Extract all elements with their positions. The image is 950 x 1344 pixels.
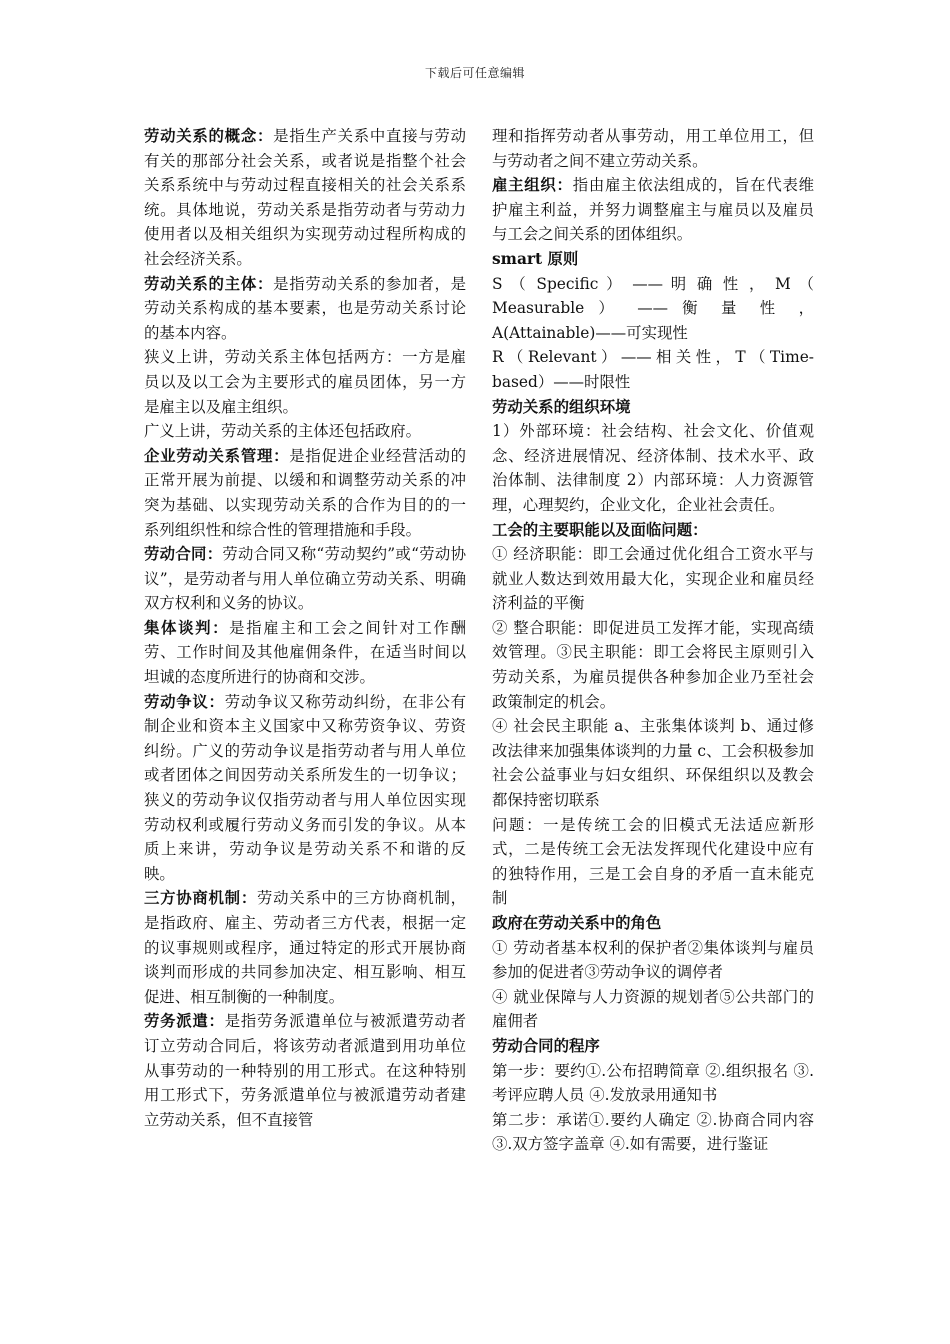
paragraph-text: 劳动关系中的三方协商机制，是指政府、雇主、劳动者三方代表，根据一定的议事规则或程序，通过特定的形式开展协商谈判而形成的共同参加决定、相互影响、相互促进、相互制衡的一种制度。 (144, 889, 466, 1006)
term-label: 雇主组织： (492, 176, 573, 195)
paragraph-text: 理和指挥劳动者从事劳动，用工单位用工，但与劳动者之间不建立劳动关系。 (492, 127, 814, 170)
paragraph-labor-dispatch (144, 1009, 466, 1132)
paragraph-economic-function: ① 经济职能：即工会通过优化组合工资水平与就业人数达到效用最大化，实现企业和雇员经济利益的平衡 (492, 545, 814, 613)
term-label: 劳动合同： (144, 545, 223, 564)
paragraph-text: 指由雇主依法组成的，旨在代表维护雇主利益，并努力调整雇主与雇员以及雇员与工会之间关系的团体组织。 (492, 176, 814, 244)
term-label: 劳动争议： (144, 692, 225, 711)
paragraph-text: 劳动争议又称劳动纠纷，在非公有制企业和资本主义国家中又称劳资争议、劳资纠纷。广义的劳动争议是指劳动者与用人单位或者团体之间因劳动关系所发生的一切争议；狭义的劳动争议仅指劳动者与用人单位因实现劳动权利或履行劳动义务而引发的争议。从本质上来讲，劳动争议是劳动关系不和谐的反映。 (144, 692, 466, 883)
right-column (492, 124, 814, 1157)
paragraph-dispatch-continued (492, 124, 814, 173)
paragraph-text: 是指生产关系中直接与劳动有关的那部分社会关系，或者说是指整个社会关系系统中与劳动过程直接相关的社会关系系统。具体地说，劳动关系是指劳动者与劳动力使用者以及相关组织为实现劳动过程所构成的社会经济关系。 (144, 127, 466, 268)
left-column (144, 124, 466, 1132)
paragraph-smart-s-m-a: S （ Specific ） —— 明 确 性 ， M （ Measurable ） —— 衡 量 性 ， A(Attainable)——可实现性 (492, 274, 814, 342)
heading-government-role: 政府在劳动关系中的角色 (492, 914, 662, 932)
paragraph-social-democratic-function: ④ 社会民主职能 a、主张集体谈判 b、通过修改法律来加强集体谈判的力量 c、工会积极参加社会公益事业与妇女组织、环保组织以及教会都保持密切联系 (492, 717, 814, 810)
paragraph-smart-r-t: R（Relevant）——相关性，T（Time-based）——时限性 (492, 348, 814, 391)
heading-union-functions: 工会的主要职能以及面临问题： (492, 520, 708, 539)
paragraph-enterprise-management (144, 444, 466, 542)
paragraph-text: 是指雇主和工会之间针对工作酬劳、工作时间及其他雇佣条件，在适当时间以坦诚的态度所进行的协商和交涉。 (144, 618, 466, 687)
term-label: 劳动关系的主体： (144, 274, 274, 293)
paragraph-narrow-sense (144, 345, 466, 419)
page-header: 下载后可任意编辑 (424, 66, 525, 80)
term-label: 劳务派遣： (144, 1012, 225, 1031)
paragraph-labor-contract (144, 542, 466, 616)
paragraph-environment: 1）外部环境：社会结构、社会文化、价值观念、经济进展情况、经济体制、技术水平、政治体制、法律制度 2）内部环境：人力资源管理，心理契约，企业文化，企业社会责任。 (492, 422, 814, 514)
heading-contract-procedure: 劳动合同的程序 (492, 1036, 600, 1055)
paragraph-tripartite-mechanism (144, 886, 466, 1009)
paragraph-text: 劳动合同又称“劳动契约”或“劳动协议”，是劳动者与用人单位确立劳动关系、明确双方权利和义务的协议。 (144, 545, 466, 613)
paragraph-broad-sense (144, 419, 466, 444)
paragraph-employer-organization (492, 173, 814, 247)
heading-smart-principle: smart 原则 (492, 249, 579, 268)
paragraph-government-role-2: ④ 就业保障与人力资源的规划者⑤公共部门的雇佣者 (492, 987, 814, 1031)
term-label: 劳动关系的概念： (144, 127, 274, 145)
paragraph-labor-relations-subject (144, 272, 466, 346)
term-label: 三方协商机制： (144, 889, 257, 908)
heading-organizational-environment: 劳动关系的组织环境 (492, 397, 631, 416)
paragraph-union-problems: 问题：一是传统工会的旧模式无法适应新形式，二是传统工会无法发挥现代化建设中应有的独特作用，三是工会自身的矛盾一直未能克制 (492, 815, 814, 908)
paragraph-text: 是指劳务派遣单位与被派遣劳动者订立劳动合同后，将该劳动者派遣到用功单位从事劳动的一种特别的用工形式。在这种特别用工形式下，劳务派遣单位与被派遣劳动者建立劳动关系，但不直接管 (144, 1012, 466, 1129)
paragraph-text: 广义上讲，劳动关系的主体还包括政府。 (144, 422, 422, 441)
paragraph-collective-bargaining (144, 616, 466, 690)
paragraph-integration-function: ② 整合职能：即促进员工发挥才能，实现高绩效管理。③民主职能：即工会将民主原则引入劳动关系，为雇员提供各种参加企业乃至社会政策制定的机会。 (492, 618, 814, 711)
paragraph-labor-relations-concept (144, 124, 466, 272)
paragraph-step-one: 第一步：要约①.公布招聘简章 ②.组织报名 ③.考评应聘人员 ④.发放录用通知书 (492, 1061, 814, 1105)
term-label: 集体谈判： (144, 618, 230, 637)
paragraph-text: 狭义上讲，劳动关系主体包括两方：一方是雇员以及以工会为主要形式的雇员团体，另一方是雇主以及雇主组织。 (144, 348, 466, 416)
paragraph-text: 是指劳动关系的参加者，是劳动关系构成的基本要素，也是劳动关系讨论的基本内容。 (144, 274, 466, 342)
term-label: 企业劳动关系管理： (144, 446, 290, 465)
paragraph-government-role-1: ① 劳动者基本权利的保护者②集体谈判与雇员参加的促进者③劳动争议的调停者 (492, 938, 814, 982)
paragraph-text: 是指促进企业经营活动的正常开展为前提、以缓和和调整劳动关系的冲突为基础、以实现劳动关系的合作为目的的一系列组织性和综合性的管理措施和手段。 (144, 446, 466, 539)
paragraph-step-two: 第二步：承诺①.要约人确定 ②.协商合同内容 ③.双方签字盖章 ④.如有需要，进行鉴证 (492, 1110, 814, 1154)
paragraph-labor-dispute (144, 690, 466, 887)
